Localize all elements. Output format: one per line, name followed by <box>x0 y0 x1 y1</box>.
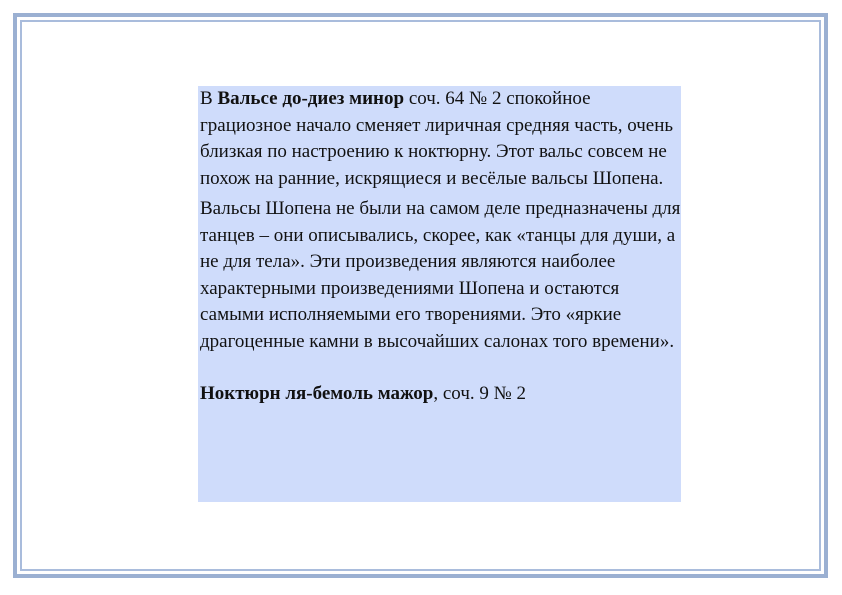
paragraph-spacer <box>200 359 681 381</box>
paragraph-waltz <box>200 86 681 192</box>
paragraph-waltz-title: Вальсе до-диез минор <box>217 88 405 109</box>
paragraph-waltz-prefix: В <box>200 88 218 109</box>
paragraph-waltzes-description <box>200 196 681 355</box>
paragraph-nocturne <box>200 381 681 408</box>
text-box <box>198 86 681 502</box>
text-content <box>200 86 681 412</box>
paragraph-nocturne-title: Ноктюрн ля-бемоль мажор <box>200 383 434 404</box>
paragraph-nocturne-body: , соч. 9 № 2 <box>433 383 526 404</box>
paragraph-waltz-body: соч. 64 № 2 спокойное грациозное начало сменяет лиричная средняя часть, очень близкая по настроению к ноктюрну. Этот вальс совсем не похож на ранние, искрящиеся и весёлые вальсы Шопена. <box>200 88 674 189</box>
paragraph-waltzes-description-text: Вальсы Шопена не были на самом деле предназначены для танцев – они описывались, скорее, как «танцы для души, а не для тела». Эти произведения являются наиболее характерными произведениями Шопена и остаются самыми исполняемыми его творениями. Это «яркие драгоценные камни в высочайших салонах того времени». <box>200 198 681 352</box>
